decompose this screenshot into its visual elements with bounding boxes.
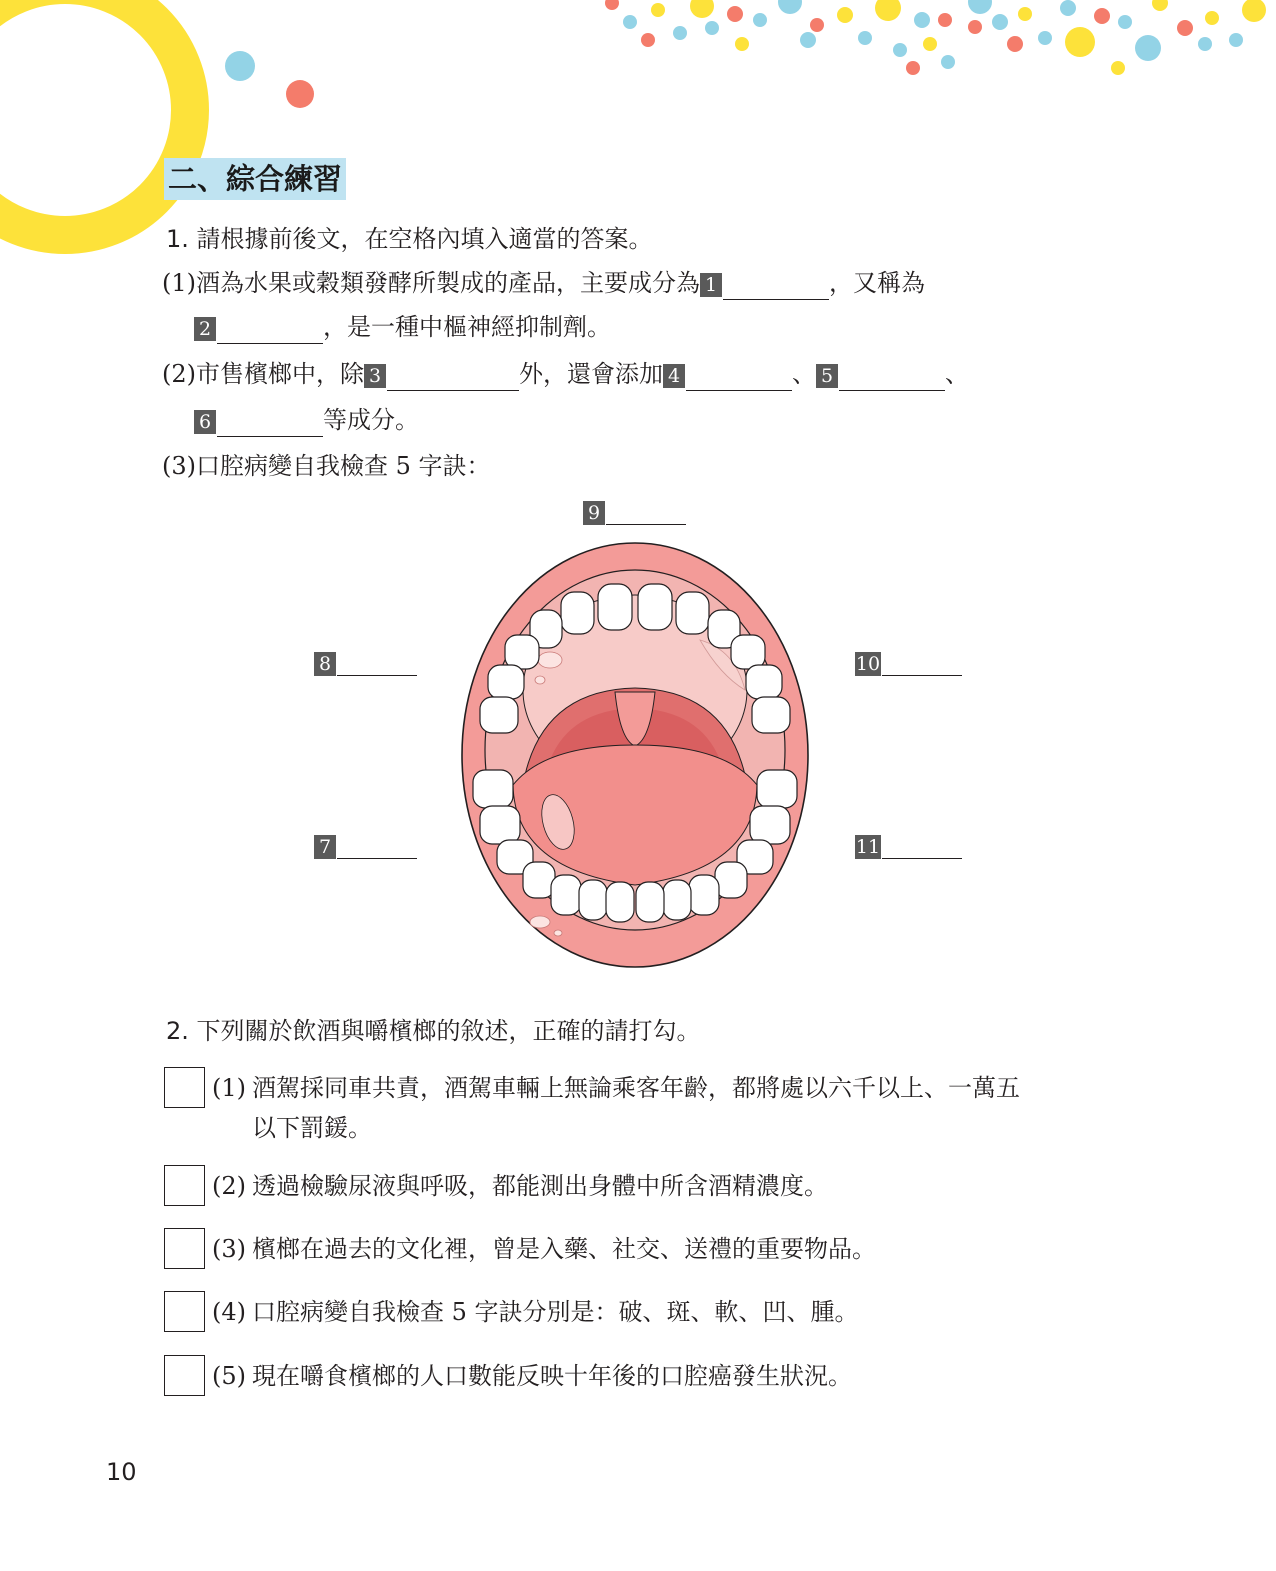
q2-item-4-text: 口腔病變自我檢查 5 字訣分別是：破、斑、軟、凹、腫。 (252, 1298, 859, 1326)
q1-part1-text-a: (1)酒為水果或穀類發酵所製成的產品，主要成分為 (162, 269, 700, 297)
blank-number-7: 7 (314, 835, 336, 859)
q1-part2-line2 (194, 403, 419, 437)
question-1-prompt: 1. 請根據前後文，在空格內填入適當的答案。 (166, 225, 653, 253)
q2-item-2 (212, 1166, 828, 1206)
q1-part2-text-a: (2)市售檳榔中，除 (162, 360, 364, 388)
answer-blank-6[interactable] (217, 406, 323, 437)
q2-item-1-number: (1) (212, 1074, 246, 1102)
q2-item-3-number: (3) (212, 1235, 246, 1263)
q1-part1-text-c: ，是一種中樞神經抑制劑。 (323, 313, 611, 341)
answer-blank-5[interactable] (839, 360, 945, 391)
q1-part2-text-b: 外，還會添加 (519, 360, 663, 388)
blank-number-11: 11 (855, 836, 881, 858)
q2-item-4 (212, 1292, 859, 1332)
q2-item-4-number: (4) (212, 1298, 246, 1326)
q1-part1-line2 (194, 310, 611, 344)
decorative-background (0, 0, 1276, 260)
q1-part2-sep-2: 、 (945, 360, 969, 388)
answer-blank-7[interactable] (337, 828, 417, 859)
answer-blank-4[interactable] (686, 360, 792, 391)
q1-part1-text-b: ，又稱為 (829, 269, 925, 297)
blank-number-3: 3 (364, 364, 386, 388)
answer-blank-3[interactable] (387, 360, 519, 391)
blank-number-4: 4 (663, 364, 685, 388)
diagram-label-10 (855, 645, 962, 676)
answer-blank-8[interactable] (337, 645, 417, 676)
answer-blank-10[interactable] (882, 645, 962, 676)
q2-item-1-text: 酒駕採同車共責，酒駕車輛上無論乘客年齡，都將處以六千以上、一萬五 (252, 1074, 1020, 1102)
q2-item-1 (212, 1068, 1020, 1148)
checkbox-item-2[interactable] (164, 1165, 205, 1206)
blank-number-2: 2 (194, 317, 216, 341)
q1-part3-prompt: (3)口腔病變自我檢查 5 字訣： (162, 452, 491, 480)
answer-blank-9[interactable] (606, 494, 686, 525)
q2-item-2-number: (2) (212, 1172, 246, 1200)
blank-number-10: 10 (855, 653, 881, 675)
q2-item-5 (212, 1356, 852, 1396)
mouth-diagram (455, 540, 815, 970)
diagram-label-9 (583, 494, 686, 525)
q2-item-1-text-cont: 以下罰鍰。 (252, 1114, 372, 1142)
q2-item-2-text: 透過檢驗尿液與呼吸，都能測出身體中所含酒精濃度。 (252, 1172, 828, 1200)
answer-blank-1[interactable] (723, 269, 829, 300)
q2-item-3 (212, 1229, 876, 1269)
blank-number-8: 8 (314, 652, 336, 676)
section-title: 二、綜合練習 (164, 158, 346, 200)
checkbox-item-4[interactable] (164, 1291, 205, 1332)
q2-item-5-number: (5) (212, 1362, 246, 1390)
checkbox-item-5[interactable] (164, 1355, 205, 1396)
q1-part1-line1 (162, 266, 925, 300)
q2-item-3-text: 檳榔在過去的文化裡，曾是入藥、社交、送禮的重要物品。 (252, 1235, 876, 1263)
checkbox-item-3[interactable] (164, 1228, 205, 1269)
answer-blank-11[interactable] (882, 828, 962, 859)
diagram-label-11 (855, 828, 962, 859)
diagram-label-7 (314, 828, 417, 859)
question-2-prompt: 2. 下列關於飲酒與嚼檳榔的敘述，正確的請打勾。 (166, 1017, 701, 1045)
diagram-label-8 (314, 645, 417, 676)
q1-part2-text-c: 等成分。 (323, 406, 419, 434)
blank-number-1: 1 (700, 273, 722, 297)
blank-number-6: 6 (194, 410, 216, 434)
q1-part2-line1 (162, 357, 969, 391)
blank-number-5: 5 (816, 364, 838, 388)
blank-number-9: 9 (583, 501, 605, 525)
q1-part2-sep-1: 、 (792, 360, 816, 388)
q2-item-5-text: 現在嚼食檳榔的人口數能反映十年後的口腔癌發生狀況。 (252, 1362, 852, 1390)
answer-blank-2[interactable] (217, 313, 323, 344)
page-number: 10 (106, 1458, 137, 1486)
checkbox-item-1[interactable] (164, 1067, 205, 1108)
